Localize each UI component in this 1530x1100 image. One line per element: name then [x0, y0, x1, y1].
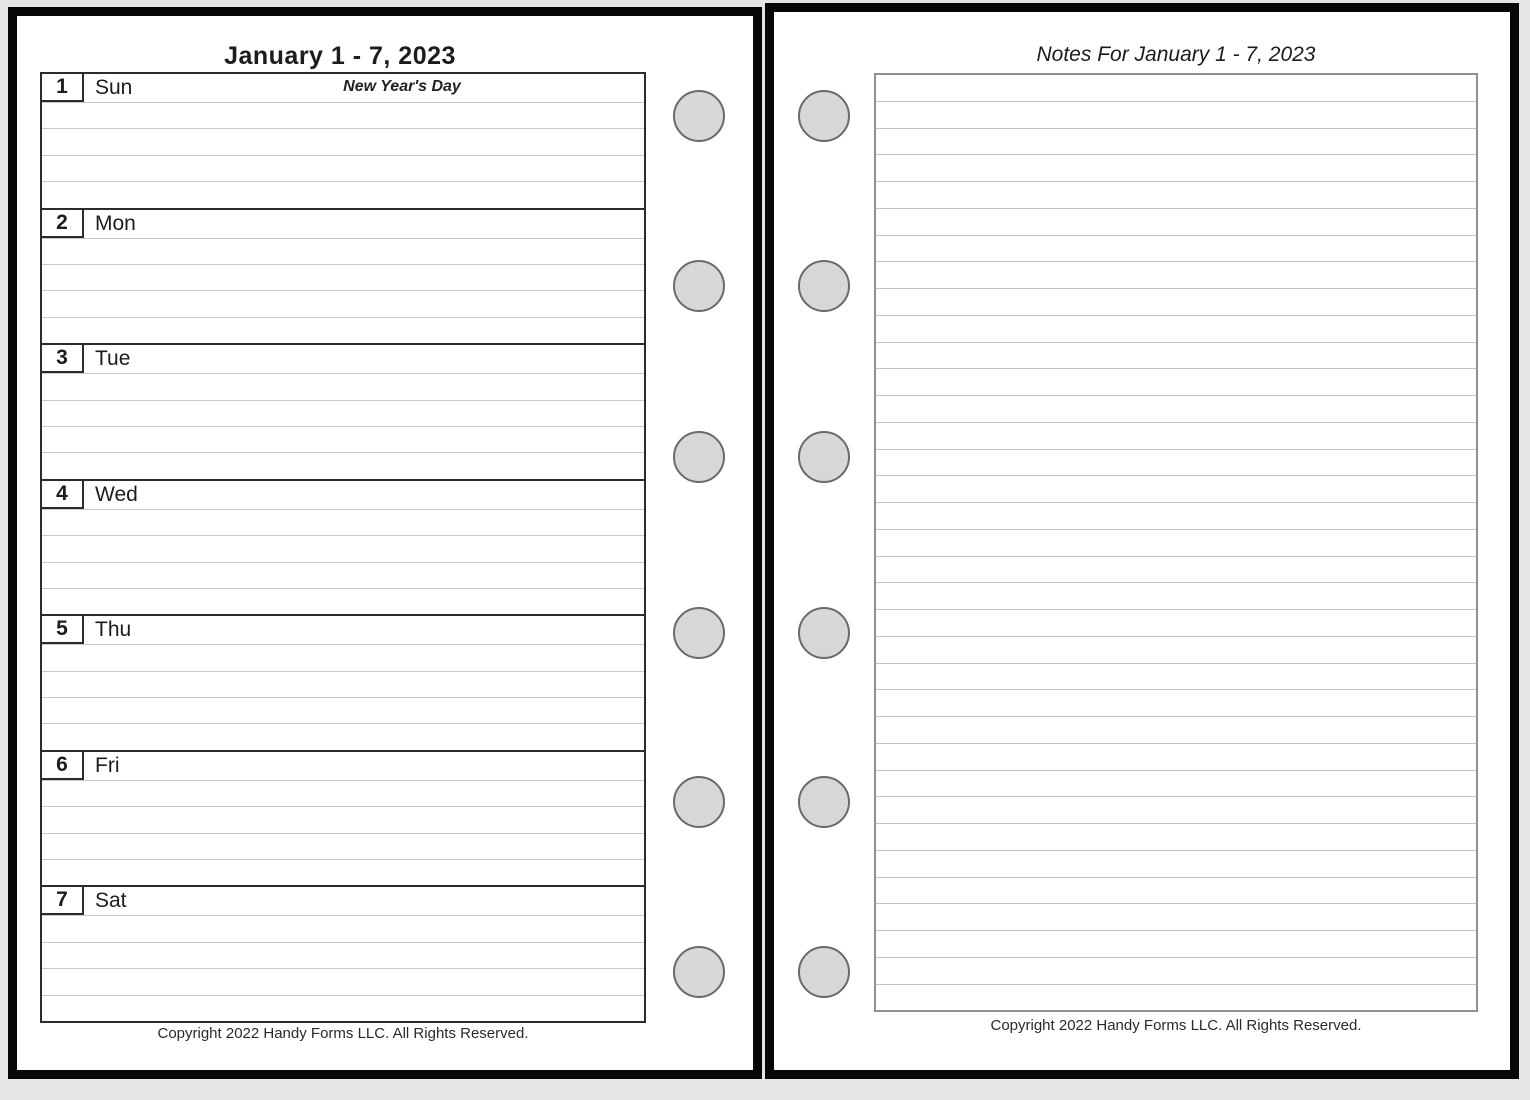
ruled-line	[876, 316, 1476, 343]
ruled-line	[42, 723, 644, 749]
ruled-line	[876, 557, 1476, 584]
binder-hole	[798, 776, 850, 828]
ruled-line	[876, 717, 1476, 744]
day-ruled-lines	[42, 238, 644, 344]
day-name-label: Sat	[95, 889, 127, 913]
ruled-line	[42, 859, 644, 885]
ruled-line	[876, 744, 1476, 771]
binder-holes-left-column	[673, 0, 725, 1100]
day-header	[42, 887, 644, 915]
day-ruled-lines	[42, 915, 644, 1021]
ruled-line	[42, 509, 644, 535]
ruled-line	[42, 264, 644, 290]
ruled-line	[876, 610, 1476, 637]
ruled-line	[876, 209, 1476, 236]
ruled-line	[42, 968, 644, 994]
day-name-label: Tue	[95, 347, 131, 371]
day-header	[42, 752, 644, 780]
day-name-label: Wed	[95, 482, 138, 506]
day-number: 3	[42, 345, 84, 373]
ruled-line	[42, 562, 644, 588]
ruled-line	[876, 503, 1476, 530]
ruled-line	[876, 797, 1476, 824]
ruled-line	[876, 182, 1476, 209]
ruled-line	[876, 262, 1476, 289]
ruled-line	[876, 958, 1476, 985]
ruled-line	[876, 102, 1476, 129]
ruled-line	[876, 450, 1476, 477]
ruled-line	[42, 238, 644, 264]
binder-hole	[673, 946, 725, 998]
binder-hole	[673, 90, 725, 142]
ruled-line	[876, 423, 1476, 450]
day-name-label: Fri	[95, 753, 120, 777]
day-block-sat	[42, 885, 644, 1021]
ruled-line	[42, 128, 644, 154]
day-header	[42, 345, 644, 373]
ruled-line	[876, 476, 1476, 503]
ruled-line	[42, 535, 644, 561]
ruled-line	[876, 369, 1476, 396]
ruled-line	[876, 851, 1476, 878]
binder-hole	[798, 431, 850, 483]
day-block-mon	[42, 208, 644, 344]
ruled-line	[42, 317, 644, 343]
day-name-label: Thu	[95, 618, 132, 642]
day-ruled-lines	[42, 780, 644, 886]
ruled-line	[876, 289, 1476, 316]
day-header	[42, 616, 644, 644]
ruled-line	[876, 155, 1476, 182]
ruled-line	[42, 452, 644, 478]
day-block-sun	[42, 74, 644, 208]
day-block-fri	[42, 750, 644, 886]
binder-hole	[673, 260, 725, 312]
day-header	[42, 481, 644, 509]
ruled-line	[42, 588, 644, 614]
day-name-label: Mon	[95, 211, 136, 235]
binder-hole	[673, 776, 725, 828]
ruled-line	[876, 583, 1476, 610]
ruled-line	[42, 995, 644, 1021]
binder-holes-right-column	[798, 0, 850, 1100]
ruled-line	[876, 878, 1476, 905]
week-title: January 1 - 7, 2023	[224, 42, 456, 70]
day-block-tue	[42, 343, 644, 479]
ruled-line	[876, 75, 1476, 102]
ruled-line	[876, 771, 1476, 798]
ruled-line	[42, 400, 644, 426]
ruled-line	[876, 396, 1476, 423]
day-number: 5	[42, 616, 84, 644]
ruled-line	[42, 155, 644, 181]
binder-hole	[673, 607, 725, 659]
ruled-line	[42, 373, 644, 399]
binder-hole	[673, 431, 725, 483]
week-grid	[40, 72, 646, 1023]
copyright-left: Copyright 2022 Handy Forms LLC. All Rights Reserved.	[157, 1025, 529, 1042]
ruled-line	[876, 530, 1476, 557]
day-number: 7	[42, 887, 84, 915]
day-number: 4	[42, 481, 84, 509]
ruled-line	[42, 644, 644, 670]
ruled-line	[42, 806, 644, 832]
holiday-label: New Year's Day	[343, 78, 461, 95]
binder-hole	[798, 607, 850, 659]
ruled-line	[876, 690, 1476, 717]
ruled-line	[42, 290, 644, 316]
ruled-line	[42, 102, 644, 128]
ruled-line	[876, 904, 1476, 931]
day-block-thu	[42, 614, 644, 750]
ruled-line	[42, 671, 644, 697]
ruled-line	[876, 236, 1476, 263]
ruled-line	[876, 985, 1476, 1011]
day-number: 2	[42, 210, 84, 238]
ruled-line	[876, 343, 1476, 370]
notes-title: Notes For January 1 - 7, 2023	[1036, 43, 1316, 66]
ruled-line	[42, 942, 644, 968]
copyright-right: Copyright 2022 Handy Forms LLC. All Rights Reserved.	[990, 1017, 1362, 1034]
ruled-line	[876, 664, 1476, 691]
day-ruled-lines	[42, 373, 644, 479]
ruled-line	[42, 780, 644, 806]
ruled-line	[876, 824, 1476, 851]
binder-hole	[798, 260, 850, 312]
weekly-planner-page	[8, 7, 762, 1079]
day-header	[42, 74, 644, 102]
day-name-label: Sun	[95, 76, 133, 99]
day-ruled-lines	[42, 509, 644, 615]
binder-hole	[798, 946, 850, 998]
ruled-line	[42, 697, 644, 723]
binder-hole	[798, 90, 850, 142]
ruled-line	[876, 129, 1476, 156]
ruled-line	[42, 426, 644, 452]
notes-area	[874, 73, 1478, 1012]
day-number: 1	[42, 74, 84, 102]
notes-page	[765, 3, 1519, 1079]
ruled-line	[42, 181, 644, 207]
day-block-wed	[42, 479, 644, 615]
ruled-line	[42, 915, 644, 941]
day-ruled-lines	[42, 102, 644, 208]
day-header	[42, 210, 644, 238]
ruled-line	[876, 931, 1476, 958]
day-number: 6	[42, 752, 84, 780]
ruled-line	[42, 833, 644, 859]
day-ruled-lines	[42, 644, 644, 750]
ruled-line	[876, 637, 1476, 664]
